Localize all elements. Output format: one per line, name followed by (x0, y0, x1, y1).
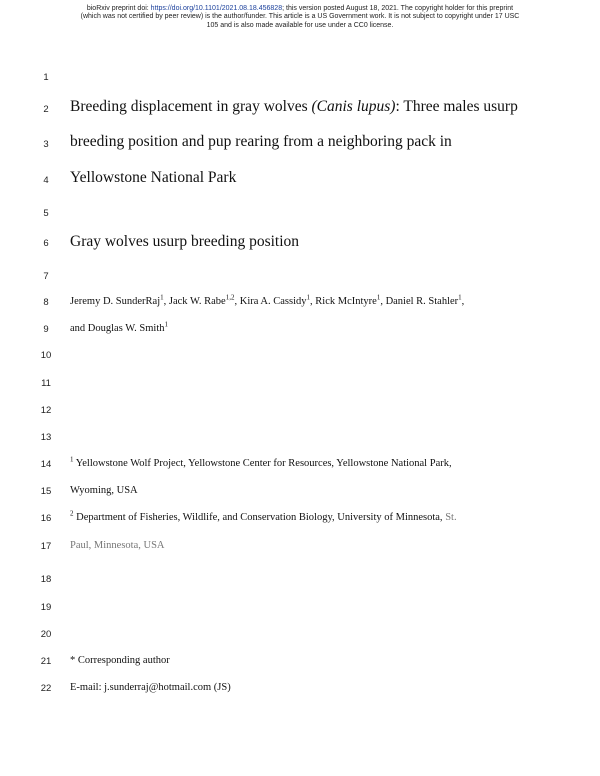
line-number: 3 (43, 139, 49, 150)
line-number: 17 (40, 541, 52, 552)
affiliation-marker: 1 (160, 293, 164, 302)
header-line-2: (which was not certified by peer review) is the author/funder. This article is a US Government work. It is not subject to copyright under 17 USC (80, 13, 520, 21)
author-name: , Jack W. Rabe (163, 296, 226, 307)
line-number: 19 (40, 602, 52, 613)
line-number: 16 (40, 513, 52, 524)
line-number: 6 (43, 238, 49, 249)
affiliation-text-grey: St. (442, 512, 457, 523)
header-line-1 (0, 5, 600, 13)
line-number: 4 (43, 175, 49, 186)
title-line-2: breeding position and pup rearing from a neighboring pack in (70, 133, 452, 150)
title-text: Breeding displacement in gray wolves (70, 98, 312, 115)
line-number: 14 (40, 459, 52, 470)
affiliation-marker: 1 (164, 320, 169, 329)
affiliation-2-line-2: Paul, Minnesota, USA (70, 540, 165, 551)
line-number: 13 (40, 432, 52, 443)
corresponding-author-label: * Corresponding author (70, 655, 170, 666)
affiliation-1-line-1 (70, 455, 452, 469)
affiliation-1-line-2: Wyoming, USA (70, 485, 138, 496)
line-number: 8 (43, 297, 49, 308)
affiliation-marker: 1 (376, 293, 381, 302)
line-number: 1 (43, 72, 49, 83)
line-number: 7 (43, 271, 49, 282)
author-name: , Kira A. Cassidy (234, 296, 307, 307)
line-number: 9 (43, 324, 49, 335)
preprint-header (0, 5, 600, 30)
header-line-3: 105 and is also made available for use under a CC0 license. (206, 21, 394, 29)
line-number: 5 (43, 208, 49, 219)
corresponding-email: E-mail: j.sunderraj@hotmail.com (JS) (70, 682, 231, 693)
affiliation-text: Yellowstone Wolf Project, Yellowstone Center for Resources, Yellowstone National Park, (73, 458, 452, 469)
author-name: and Douglas W. Smith (70, 323, 165, 334)
doi-link[interactable]: https://doi.org/10.1101/2021.08.18.456828 (150, 5, 283, 12)
line-number: 2 (43, 104, 49, 115)
author-list-line-2 (70, 320, 169, 334)
line-number: 12 (40, 405, 52, 416)
title-line-1 (70, 98, 518, 116)
header-prefix: bioRxiv preprint doi: (86, 5, 151, 12)
author-name: , Rick McIntyre (310, 296, 377, 307)
author-name: , Daniel R. Stahler (380, 296, 459, 307)
line-number: 21 (40, 656, 52, 667)
title-text: : Three males usurp (395, 98, 518, 115)
affiliation-marker: 1 (306, 293, 311, 302)
title-line-3: Yellowstone National Park (70, 169, 237, 186)
affiliation-marker: 1,2 (225, 293, 235, 302)
short-title: Gray wolves usurp breeding position (70, 233, 300, 250)
line-number: 10 (40, 350, 52, 361)
author-name: Jeremy D. SunderRaj (70, 296, 161, 307)
affiliation-marker: 1 (458, 293, 462, 302)
line-number: 11 (41, 378, 51, 389)
affiliation-marker: 1 (70, 455, 74, 464)
affiliation-2-line-1 (70, 509, 457, 523)
line-number: 15 (40, 486, 52, 497)
affiliation-marker: 2 (70, 509, 74, 518)
species-name: (Canis lupus) (311, 98, 396, 115)
line-number: 22 (40, 683, 52, 694)
header-line1-rest: ; this version posted August 18, 2021. The copyright holder for this preprint (282, 5, 514, 12)
affiliation-text: Department of Fisheries, Wildlife, and Conservation Biology, University of Minnesota, (73, 512, 443, 523)
author-list-line-1 (70, 293, 465, 307)
author-separator: , (461, 296, 465, 307)
line-number: 18 (40, 574, 52, 585)
line-number: 20 (40, 629, 52, 640)
